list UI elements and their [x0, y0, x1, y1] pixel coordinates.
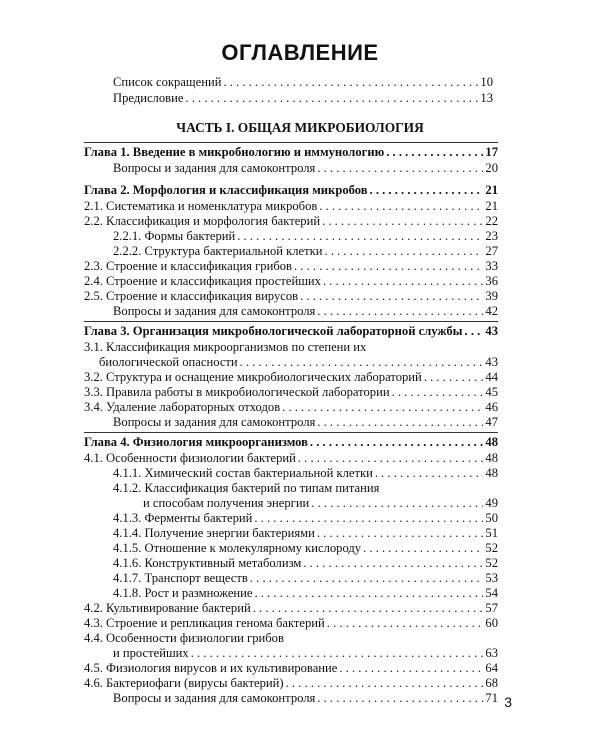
toc-chapter[interactable] — [84, 435, 498, 450]
toc-entry-text: 3.1. Классификация микроорганизмов по степени их — [84, 340, 367, 354]
toc-chapter-title: Глава 1. Введение в микробиологию и иммунологию — [84, 145, 385, 159]
toc-entry-page: 53 — [485, 571, 498, 585]
toc-entry-page: 47 — [485, 415, 498, 429]
toc-entry[interactable] — [113, 229, 498, 244]
toc-entry[interactable] — [84, 385, 498, 400]
toc-entry-text: 2.3. Строение и классификация грибов — [84, 259, 292, 273]
toc-entry-page: 48 — [485, 466, 498, 480]
toc-entry-text: Список сокращений — [113, 75, 222, 89]
toc-entry-text: 2.1. Систематика и номенклатура микробов — [84, 199, 318, 213]
toc-entry-page: 50 — [485, 511, 498, 525]
divider — [84, 321, 498, 322]
toc-entry[interactable] — [113, 511, 498, 526]
toc-entry-text: 4.1.7. Транспорт веществ — [113, 571, 248, 585]
toc-entry-page: 64 — [485, 661, 498, 675]
toc-entry-text: Вопросы и задания для самоконтроля — [113, 415, 316, 429]
toc-entry[interactable] — [113, 646, 498, 661]
toc-entry[interactable] — [99, 355, 498, 370]
toc-entry[interactable] — [113, 541, 498, 556]
toc-entry-text: Предисловие — [113, 91, 184, 105]
toc-chapter-page: 43 — [485, 324, 498, 338]
toc-entry-page: 43 — [485, 355, 498, 369]
toc-entry[interactable] — [84, 340, 498, 355]
toc-entry-text: 4.6. Бактериофаги (вирусы бактерий) — [84, 676, 284, 690]
toc-entry-text: Вопросы и задания для самоконтроля — [113, 304, 316, 318]
toc-entry-text: 2.2. Классификация и морфология бактерий — [84, 214, 321, 228]
toc-entry[interactable] — [113, 244, 498, 259]
toc-entry-page: 44 — [485, 370, 498, 384]
toc-entry-page: 21 — [485, 199, 498, 213]
toc-chapter[interactable] — [84, 145, 498, 160]
divider — [84, 432, 498, 433]
toc-entry[interactable] — [84, 451, 498, 466]
toc-entry-page: 42 — [485, 304, 498, 318]
toc-entry[interactable] — [84, 676, 498, 691]
toc-entry-text: 2.2.2. Структура бактериальной клетки — [113, 244, 323, 258]
toc-entry-page: 46 — [485, 400, 498, 414]
toc-entry-text: 2.5. Строение и классификация вирусов — [84, 289, 299, 303]
toc-entry-text: Вопросы и задания для самоконтроля — [113, 161, 316, 175]
toc-entry[interactable] — [113, 571, 498, 586]
toc-entry[interactable] — [113, 466, 498, 481]
toc-entry[interactable] — [84, 259, 498, 274]
toc-entry-page: 48 — [485, 451, 498, 465]
toc-entry-text: 4.1. Особенности физиологии бактерий — [84, 451, 296, 465]
toc-entry-text: 4.1.2. Классификация бактерий по типам питания — [113, 481, 380, 495]
toc-entry-page: 39 — [485, 289, 498, 303]
toc-entry-page: 27 — [485, 244, 498, 258]
toc-entry[interactable] — [113, 415, 498, 430]
toc-entry-text: 4.3. Строение и репликация генома бактерий — [84, 616, 325, 630]
toc-entry-page: 36 — [485, 274, 498, 288]
toc-entry-page: 71 — [485, 691, 498, 705]
toc-entry-text: 4.1.1. Химический состав бактериальной клетки — [113, 466, 373, 480]
toc-entry-page: 63 — [485, 646, 498, 660]
toc-entry-page: 13 — [480, 91, 493, 105]
toc-entry-text: Вопросы и задания для самоконтроля — [113, 691, 316, 705]
toc-entry[interactable] — [84, 274, 498, 289]
toc-entry[interactable] — [84, 400, 498, 415]
toc-entry-page: 22 — [485, 214, 498, 228]
toc-entry-page: 54 — [485, 586, 498, 600]
toc-chapter-page: 21 — [485, 183, 498, 197]
toc-entry-page: 20 — [485, 161, 498, 175]
toc-entry-page: 68 — [485, 676, 498, 690]
toc-entry-text: 4.5. Физиология вирусов и их культивирование — [84, 661, 338, 675]
toc-entry[interactable] — [113, 526, 498, 541]
toc-entry[interactable] — [84, 289, 498, 304]
toc-entry[interactable] — [84, 616, 498, 631]
toc-entry[interactable] — [84, 601, 498, 616]
toc-entry-text: и простейших — [113, 646, 189, 660]
toc-chapter[interactable] — [84, 183, 498, 198]
toc-entry-text: 4.4. Особенности физиологии грибов — [84, 631, 284, 645]
toc-chapter-title: Глава 3. Организация микробиологической лабораторной службы — [84, 324, 463, 338]
page-title: ОГЛАВЛЕНИЕ — [221, 40, 379, 65]
toc-entry-page: 52 — [485, 541, 498, 555]
page-number: 3 — [504, 694, 512, 710]
toc-entry[interactable] — [84, 661, 498, 676]
toc-chapter-page: 48 — [485, 435, 498, 449]
toc-entry-text: 4.1.3. Ферменты бактерий — [113, 511, 253, 525]
toc-entry[interactable] — [113, 691, 498, 706]
toc-entry[interactable] — [113, 481, 498, 496]
toc-entry-page: 10 — [480, 75, 493, 89]
toc-entry[interactable] — [113, 586, 498, 601]
toc-entry[interactable] — [84, 370, 498, 385]
toc-entry[interactable] — [84, 199, 498, 214]
toc-entry-page: 57 — [485, 601, 498, 615]
divider — [84, 142, 498, 143]
toc-entry[interactable] — [113, 304, 498, 319]
part-heading: ЧАСТЬ I. ОБЩАЯ МИКРОБИОЛОГИЯ — [176, 120, 424, 135]
toc-entry-page: 51 — [485, 526, 498, 540]
toc-entry-text: 3.2. Структура и оснащение микробиологических лабораторий — [84, 370, 422, 384]
toc-chapter-page: 17 — [485, 145, 498, 159]
toc-entry-page: 33 — [485, 259, 498, 273]
toc-entry-text: 3.3. Правила работы в микробиологической лаборатории — [84, 385, 390, 399]
toc-entry[interactable] — [113, 556, 498, 571]
toc-entry[interactable] — [84, 214, 498, 229]
toc-entry-text: 2.2.1. Формы бактерий — [113, 229, 236, 243]
toc-entry-text: 4.1.5. Отношение к молекулярному кислороду — [113, 541, 362, 555]
toc-entry-page: 49 — [485, 496, 498, 510]
toc-chapter-title: Глава 4. Физиология микроорганизмов — [84, 435, 308, 449]
toc-entry-text: 4.1.4. Получение энергии бактериями — [113, 526, 315, 540]
toc-entry[interactable] — [84, 631, 498, 646]
toc-entry-text: 4.1.6. Конструктивный метаболизм — [113, 556, 302, 570]
toc-entry-text: биологической опасности — [99, 355, 238, 369]
toc-entry[interactable] — [113, 75, 493, 90]
toc-entry-text: 4.2. Культивирование бактерий — [84, 601, 251, 615]
toc-entry[interactable] — [113, 91, 493, 106]
toc-entry-page: 23 — [485, 229, 498, 243]
toc-entry-page: 52 — [485, 556, 498, 570]
toc-entry-page: 45 — [485, 385, 498, 399]
toc-entry[interactable] — [143, 496, 498, 511]
toc-entry[interactable] — [113, 161, 498, 176]
toc-chapter-title: Глава 2. Морфология и классификация микробов — [84, 183, 368, 197]
toc-entry-text: 4.1.8. Рост и размножение — [113, 586, 253, 600]
toc-entry-text: 2.4. Строение и классификация простейших — [84, 274, 321, 288]
toc-chapter[interactable] — [84, 324, 498, 339]
toc-entry-text: и способам получения энергии — [143, 496, 310, 510]
toc-entry-page: 60 — [485, 616, 498, 630]
toc-entry-text: 3.4. Удаление лабораторных отходов — [84, 400, 281, 414]
